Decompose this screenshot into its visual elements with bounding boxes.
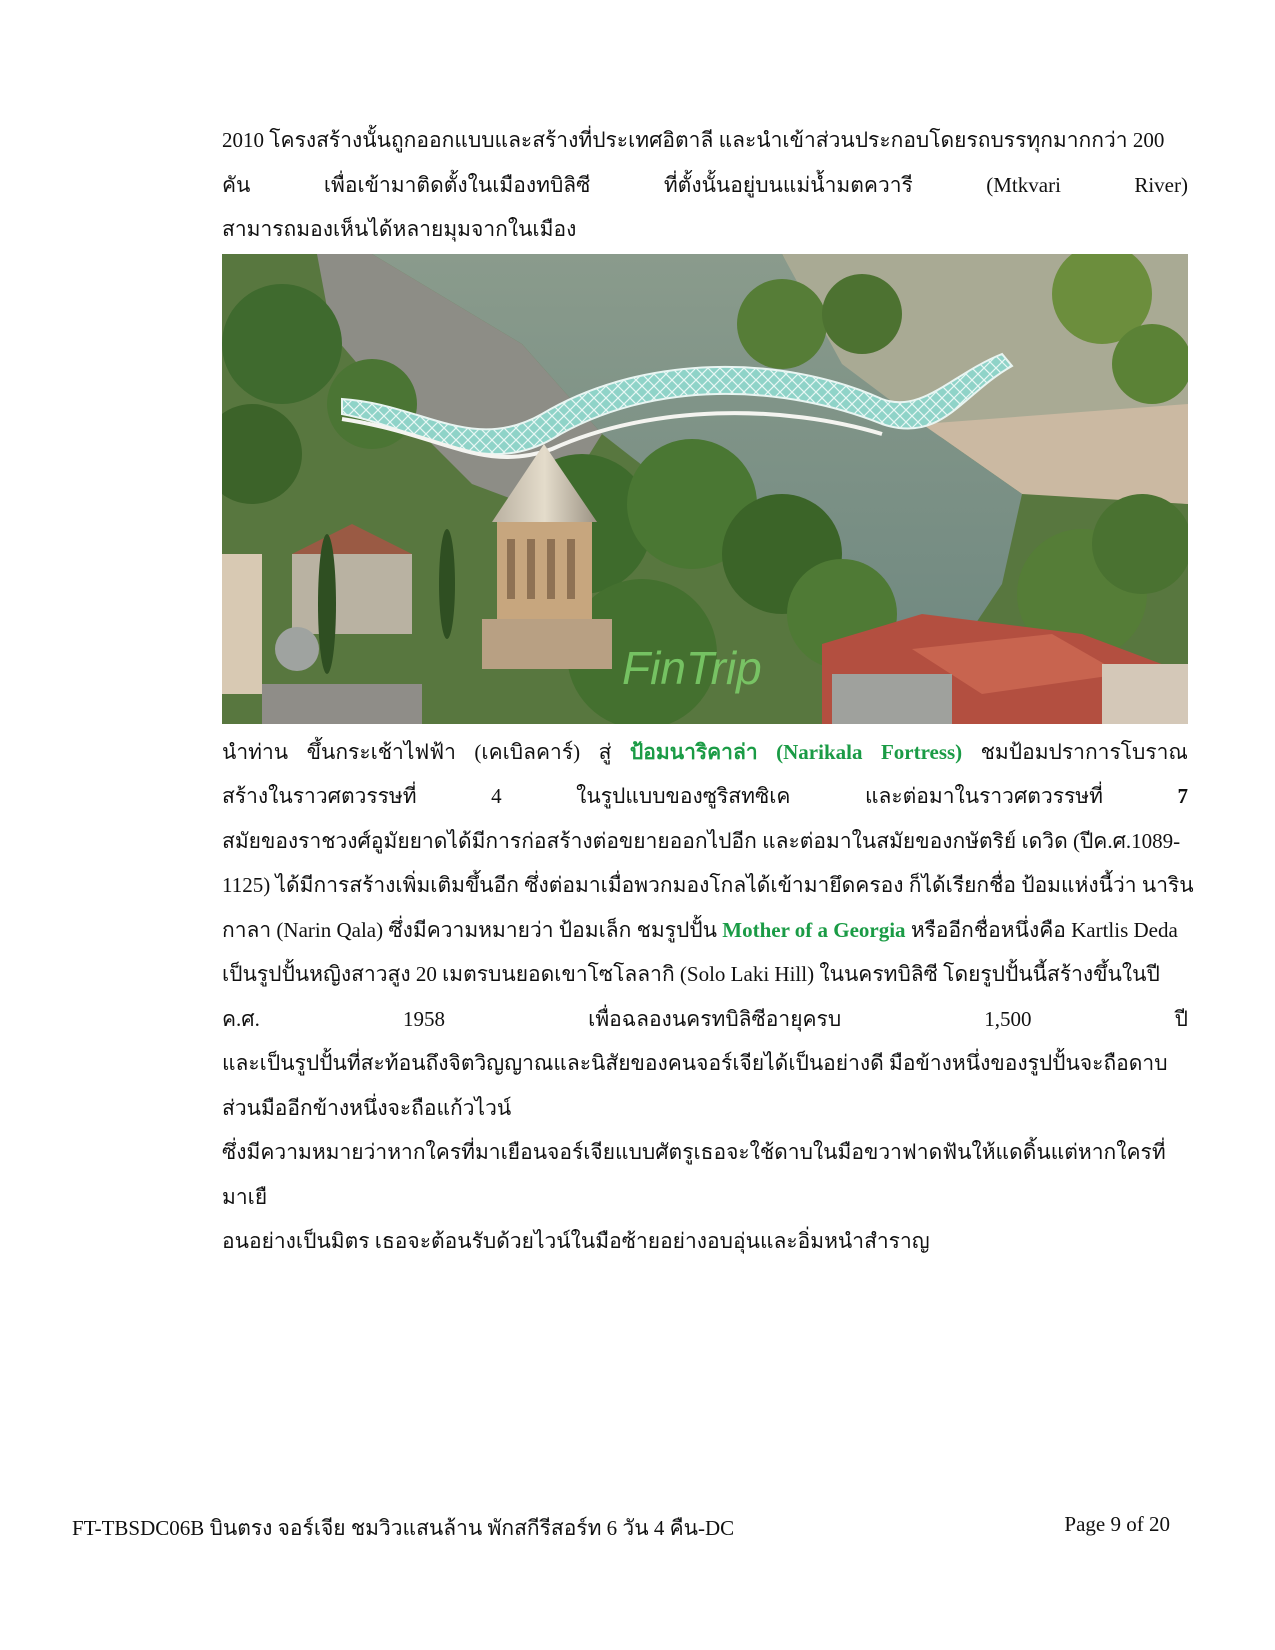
text-word: River) [1134,172,1188,197]
text-run: 1125) ได้มีการสร้างเพิ่มเติมขึ้นอีก ซึ่งต่อมาเมื่อพวกมองโกลได้เข้ามายึดครอง ก็ได้เรียกชื่อ ป้อมแห่งนี้ว่า นาริน [222,873,1194,897]
footer-title: FT-TBSDC06B บินตรง จอร์เจีย ชมวิวแสนล้าน พักสกีรีสอร์ท 6 วัน 4 คืน-DC [72,1516,735,1540]
text-line [222,118,1188,163]
text-line [222,1086,1188,1131]
text-line [222,774,1188,819]
page-footer [72,1512,1170,1545]
page-content [222,118,1194,1264]
paragraph-statue-meaning [222,1130,1188,1264]
text-word: เพื่อฉลองนครทบิลิซีอายุครบ [588,1006,842,1031]
paragraph-narikala [222,730,1194,1131]
paragraph-bridge [222,118,1188,252]
text-line [222,730,1188,775]
text-word: ชมป้อมปราการโบราณ [980,739,1188,764]
text-word: ขึ้นกระเช้าไฟฟ้า [306,739,456,764]
text-word: (Mtkvari [986,172,1061,197]
highlight-narikala: (Narikala [776,739,863,764]
text-word: ในรูปแบบของซูริสทซิเค [576,784,791,808]
bridge-of-peace-photo [222,254,1188,724]
highlight-mother-of-georgia: Mother of a Georgia [722,917,906,942]
text-line [222,863,1194,908]
highlight-fortress: Fortress) [880,739,963,764]
text-word: ปี [1174,1006,1188,1031]
text-run: ซึ่งมีความหมายว่าหากใครที่มาเยือนจอร์เจียแบบศัตรูเธอจะใช้ดาบในมือขวาฟาดฟันให้แดดิ้นแต่หากใครที่มาเยื [222,1140,1166,1209]
watermark-logo: FinTrip [622,641,762,694]
text-line [222,1041,1188,1086]
text-word-bold: 7 [1177,784,1188,808]
text-line [222,952,1188,997]
text-run: เป็นรูปปั้นหญิงสาวสูง 20 เมตรบนยอดเขาโซโลลากิ (Solo Laki Hill) ในนครทบิลิซี โดยรูปปั้นนี้สร้างขึ้นในปี [222,962,1160,986]
text-word: ที่ตั้งนั้นอยู่บนแม่น้ำมตควารี [663,172,913,197]
text-run: ส่วนมืออีกข้างหนึ่งจะถือแก้วไวน์ [222,1095,512,1120]
text-run: กาลา (Narin Qala) ซึ่งมีความหมายว่า ป้อมเล็ก ชมรูปปั้น [222,917,723,942]
text-word: คัน [222,172,251,197]
text-run: สามารถมองเห็นได้หลายมุมจากในเมือง [222,217,577,241]
text-run: 2010 โครงสร้างนั้นถูกออกแบบและสร้างที่ประเทศอิตาลี และนำเข้าส่วนประกอบโดยรถบรรทุกมากกว่า 200 [222,128,1165,152]
text-run: หรืออีกชื่อหนึ่งคือ Kartlis Deda [905,917,1178,942]
text-line [222,908,1188,953]
text-run: อนอย่างเป็นมิตร เธอจะต้อนรับด้วยไวน์ในมือซ้ายอย่างอบอุ่นและอิ่มหนำสำราญ [222,1229,930,1253]
text-word: ค.ศ. [222,1006,260,1031]
text-word: 1,500 [984,1006,1032,1031]
text-word: และต่อมาในราวศตวรรษที่ [864,784,1103,808]
text-word: สร้างในราวศตวรรษที่ [222,784,417,808]
highlight-narikala-thai: ป้อมนาริคาล่า [629,739,758,764]
text-word: นำท่าน [222,739,289,764]
text-run: สมัยของราชวงศ์อูมัยยาดได้มีการก่อสร้างต่อขยายออกไปอีก และต่อมาในสมัยของกษัตริย์ เดวิด (ปีค.ศ.1089- [222,828,1181,853]
text-line [222,819,1188,864]
text-run: และเป็นรูปปั้นที่สะท้อนถึงจิตวิญญาณและนิสัยของคนจอร์เจียได้เป็นอย่างดี มือข้างหนึ่งของรูปปั้นจะถือดาบ [222,1051,1168,1075]
text-word: สู่ [598,739,612,764]
text-line [222,1219,1188,1264]
photo-illustration [222,254,1188,724]
page-number: Page 9 of 20 [1064,1512,1170,1536]
text-line [222,997,1188,1042]
text-word: เพื่อเข้ามาติดตั้งในเมืองทบิลิซี [323,172,591,197]
text-word: 4 [491,784,502,808]
text-line [222,163,1188,208]
text-word: 1958 [403,1006,446,1031]
text-word: (เคเบิลคาร์) [474,739,581,764]
text-line [222,207,1188,252]
text-line [222,1130,1188,1219]
